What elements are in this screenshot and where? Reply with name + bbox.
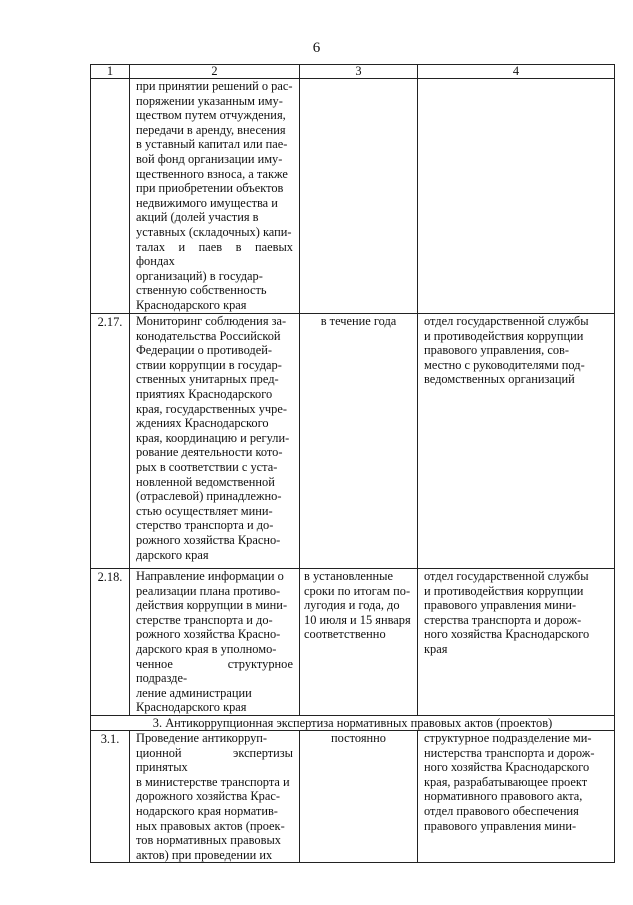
table-header-row — [91, 65, 615, 79]
row-number: 2.17. — [91, 314, 130, 569]
table-row — [91, 79, 615, 314]
row-term — [300, 79, 418, 314]
column-header: 4 — [418, 65, 615, 79]
row-executor: структурное подразделение ми- нистерства транспорта и дорож- ного хозяйства Краснодарского края, разрабатывающее проект нормативного правового акта, отдел правового обеспечения правового управления мини- — [418, 730, 615, 862]
table-row — [91, 314, 615, 569]
row-term: в течение года — [300, 314, 418, 569]
row-executor: отдел государственной службы и противодействия коррупции правового управления, сов- местно с руководителями под- ведомственных организаций — [418, 314, 615, 569]
row-number — [91, 79, 130, 314]
column-header: 1 — [91, 65, 130, 79]
row-number: 2.18. — [91, 569, 130, 716]
row-description: Мониторинг соблюдения за- конодательства Российской Федерации о противодей- ствии коррупции в государ- ственных унитарных пред- приятиях Краснодарского края, государственных учре- ждениях Краснодарского края, координацию и регули- рование деятельности кото- рых в соответствии с уста- новленной ведомственной (отраслевой) принадлежно- стью осуществляет мини- стерство транспорта и до- рожного хозяйства Красно- дарского края — [130, 314, 300, 569]
row-number: 3.1. — [91, 730, 130, 862]
section-title: 3. Антикоррупционная экспертиза нормативных правовых актов (проектов) — [91, 715, 615, 730]
section-header-row — [91, 715, 615, 730]
plan-table — [90, 64, 615, 863]
page-number: 6 — [312, 40, 321, 56]
column-header: 3 — [300, 65, 418, 79]
row-description: при принятии решений о рас- поряжении указанным иму- ществом путем отчуждения, передачи в аренду, внесения в уставный капитал или пае- вой фонд организации иму- щественного взноса, а также при приобретении объектов недвижимого имущества и акций (долей участия в уставных (складочных) капи- талах и паев в паевых фондах организаций) в государ- ственную собственность Краснодарского края — [130, 79, 300, 314]
table-row — [91, 730, 615, 862]
column-header: 2 — [130, 65, 300, 79]
row-term: в установленные сроки по итогам по- лугодия и года, до 10 июля и 15 января соответственно — [300, 569, 418, 716]
row-description: Направление информации о реализации плана противо- действия коррупции в мини- стерстве транспорта и до- рожного хозяйства Красно- дарского края в уполномо- ченное структурное подразде- ление администрации Краснодарского края — [130, 569, 300, 716]
table-row — [91, 569, 615, 716]
row-executor — [418, 79, 615, 314]
row-executor: отдел государственной службы и противодействия коррупции правового управления мини- стерства транспорта и дорож- ного хозяйства Краснодарского края — [418, 569, 615, 716]
row-description: Проведение антикорруп- ционной экспертизы принятых в министерстве транспорта и дорожного хозяйства Крас- нодарского края норматив- ных правовых актов (проек- тов нормативных правовых актов) при проведении их — [130, 730, 300, 862]
row-term: постоянно — [300, 730, 418, 862]
